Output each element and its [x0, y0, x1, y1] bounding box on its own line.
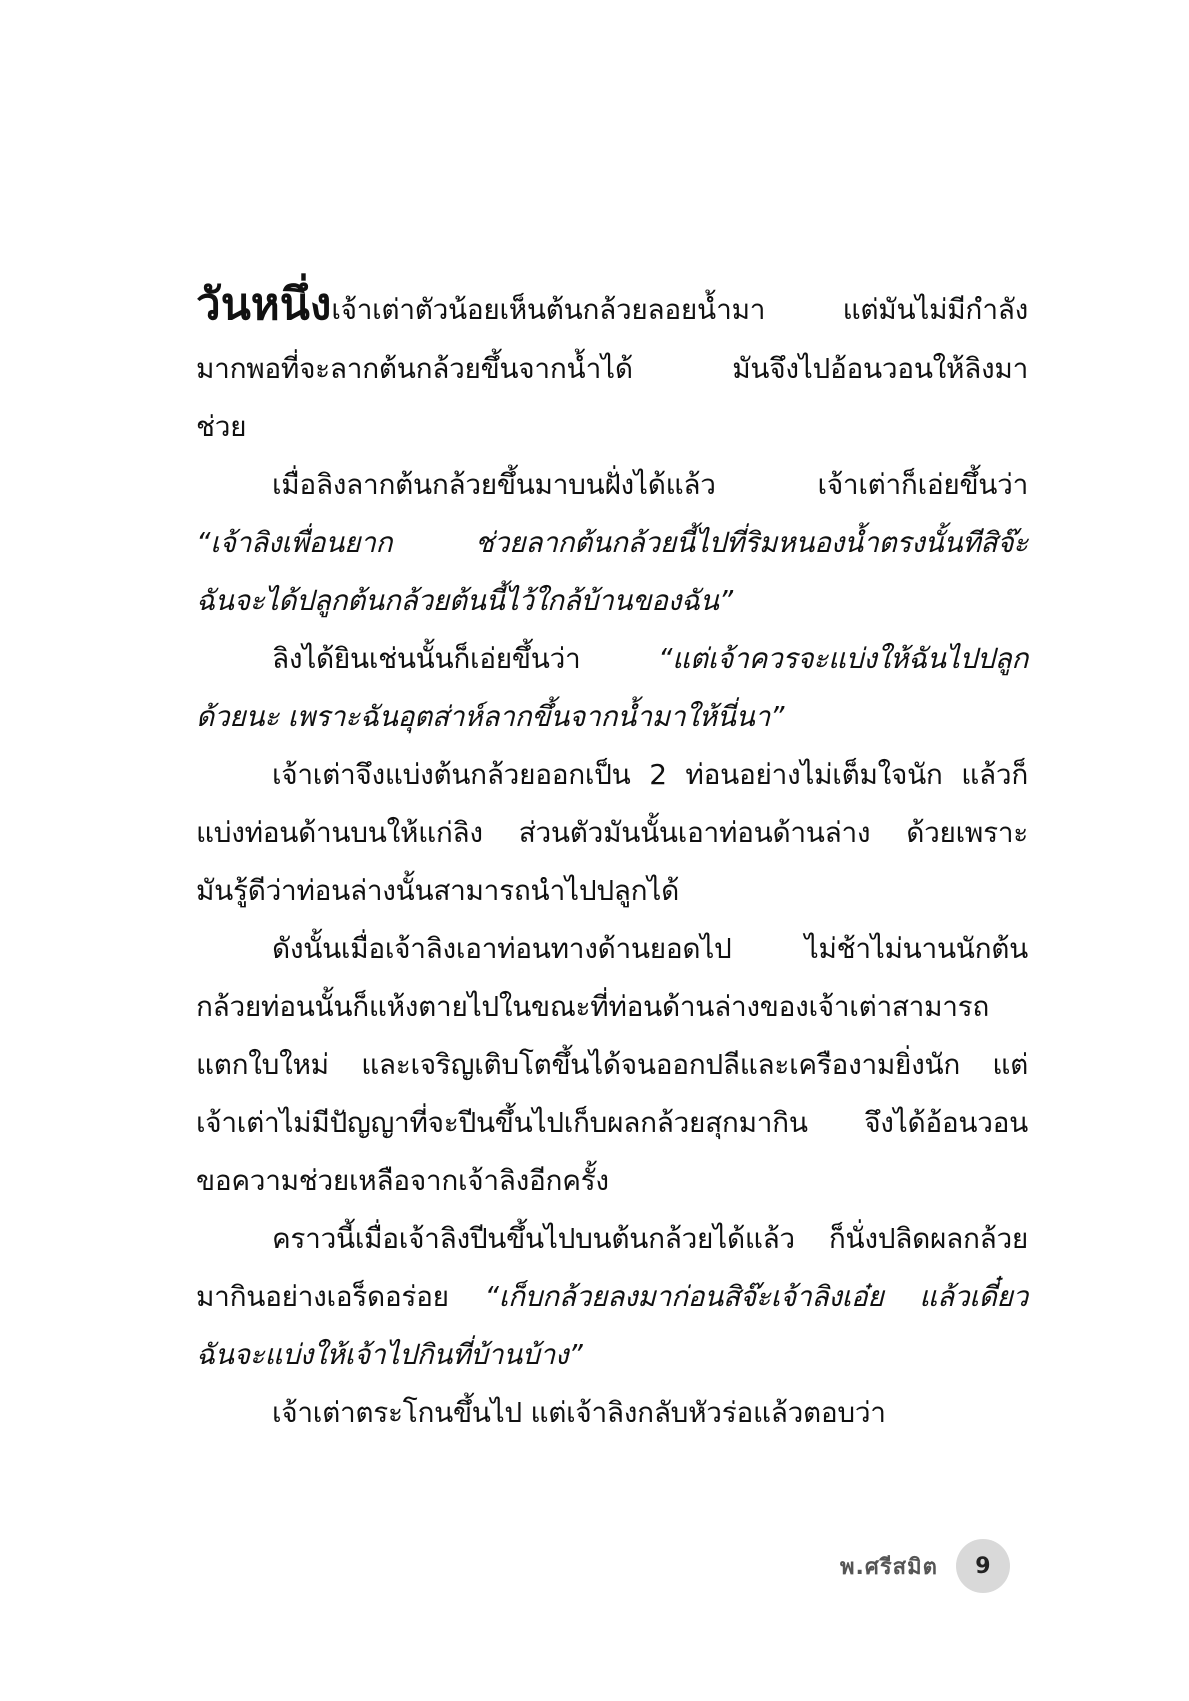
quote-line: ฉันจะได้ปลูกต้นกล้วยต้นนี้ไว้ใกล้บ้านของฉัน”	[196, 584, 733, 617]
text-span: มากินอย่างเอร็ดอร่อย	[196, 1280, 485, 1313]
quote-line: “เจ้าลิงเพื่อนยาก ช่วยลากต้นกล้วยนี้ไปที่ริมหนองน้ำตรงนั้นทีสิจ๊ะ	[196, 526, 1028, 559]
text-line: กล้วยท่อนนั้นก็แห้งตายไปในขณะที่ท่อนด้านล่างของเจ้าเต่าสามารถ	[196, 990, 990, 1023]
text-line: มากพอที่จะลากต้นกล้วยขึ้นจากน้ำได้ มันจึงไปอ้อนวอนให้ลิงมา	[196, 352, 1028, 385]
text-line: ช่วย	[196, 410, 247, 443]
story-text	[196, 270, 1028, 1442]
text-line: เมื่อลิงลากต้นกล้วยขึ้นมาบนฝั่งได้แล้ว เจ้าเต่าก็เอ่ยขึ้นว่า	[272, 468, 1028, 501]
text-line: เจ้าเต่าไม่มีปัญญาที่จะปีนขึ้นไปเก็บผลกล้วยสุกมากิน จึงได้อ้อนวอน	[196, 1106, 1028, 1139]
text-span: เจ้าเต่าตัวน้อยเห็นต้นกล้วยลอยน้ำมา แต่มันไม่มีกำลัง	[331, 293, 1028, 326]
author-name: พ.ศรีสมิต	[840, 1554, 938, 1580]
quote-line: ด้วยนะ เพราะฉันอุตส่าห์ลากขึ้นจากน้ำมาให้นี่นา”	[196, 700, 785, 733]
text-line: ดังนั้นเมื่อเจ้าลิงเอาท่อนทางด้านยอดไป ไม่ช้าไม่นานนักต้น	[272, 932, 1028, 965]
drop-word: วันหนึ่ง	[196, 279, 332, 330]
quote-span: “เก็บกล้วยลงมาก่อนสิจ๊ะเจ้าลิงเอ๋ย แล้วเดี๋ยว	[484, 1280, 1028, 1313]
quote-line: ฉันจะแบ่งให้เจ้าไปกินที่บ้านบ้าง”	[196, 1338, 583, 1371]
text-line: เจ้าเต่าตระโกนขึ้นไป แต่เจ้าลิงกลับหัวร่อแล้วตอบว่า	[272, 1396, 886, 1429]
text-line	[196, 270, 1028, 340]
text-span: ลิงได้ยินเช่นนั้นก็เอ่ยขึ้นว่า	[272, 642, 658, 675]
text-line: แบ่งท่อนด้านบนให้แก่ลิง ส่วนตัวมันนั้นเอาท่อนด้านล่าง ด้วยเพราะ	[196, 816, 1028, 849]
text-line: มันรู้ดีว่าท่อนล่างนั้นสามารถนำไปปลูกได้	[196, 874, 679, 907]
text-line: ขอความช่วยเหลือจากเจ้าลิงอีกครั้ง	[196, 1164, 609, 1197]
text-line: แตกใบใหม่ และเจริญเติบโตขึ้นได้จนออกปลีและเครืองามยิ่งนัก แต่	[196, 1048, 1028, 1081]
text-line: เจ้าเต่าจึงแบ่งต้นกล้วยออกเป็น 2 ท่อนอย่างไม่เต็มใจนัก แล้วก็	[272, 758, 1028, 791]
page-footer	[840, 1538, 1010, 1594]
quote-span: “แต่เจ้าควรจะแบ่งให้ฉันไปปลูก	[657, 642, 1028, 675]
page-number-badge: 9	[956, 1539, 1010, 1593]
text-line	[196, 1268, 1028, 1326]
text-line	[196, 630, 1028, 688]
text-line: คราวนี้เมื่อเจ้าลิงปีนขึ้นไปบนต้นกล้วยได้แล้ว ก็นั่งปลิดผลกล้วย	[272, 1222, 1028, 1255]
